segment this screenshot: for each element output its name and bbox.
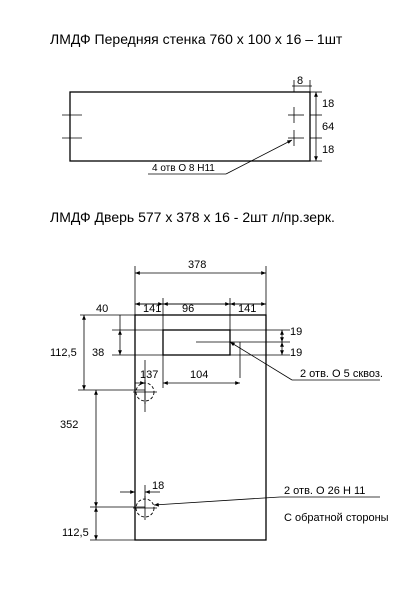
dim-378-label: 378 (188, 259, 207, 271)
reverse-side-note: С обратной стороны (284, 512, 389, 524)
dim-104-label: 104 (190, 369, 209, 381)
dim-18-door (120, 480, 164, 498)
dim-8-label: 8 (297, 75, 304, 87)
slot-leader (230, 342, 383, 380)
dim-352 (60, 390, 145, 507)
dim-38 (92, 330, 163, 359)
front-wall-hole-note: 4 отв О 8 Н11 (152, 163, 215, 174)
dim-141-right-label: 141 (238, 303, 257, 315)
dim-18-bottom-label: 18 (322, 144, 335, 156)
dim-96-label: 96 (182, 303, 195, 315)
dim-18-door-label: 18 (152, 480, 165, 492)
dim-segments (135, 298, 266, 330)
dim-141-left-label: 141 (143, 303, 162, 315)
dim-8 (292, 75, 312, 92)
dim-19-bottom-label: 19 (290, 347, 303, 359)
bottom-hinge-hole (133, 496, 157, 520)
front-wall-title: ЛМДФ Передняя стенка 760 х 100 х 16 – 1шт (50, 31, 343, 47)
front-wall-hole-leader (148, 140, 292, 174)
dim-38-label: 38 (92, 347, 105, 359)
dim-40 (80, 303, 135, 330)
dim-112-top-label: 112,5 (50, 347, 77, 359)
bottom-hole-note: 2 отв. О 26 Н 11 (284, 485, 366, 497)
dim-137-label: 137 (140, 369, 159, 381)
dim-40-label: 40 (96, 303, 109, 315)
dim-137-104 (135, 342, 240, 412)
door-title: ЛМДФ Дверь 577 х 378 х 16 - 2шт л/пр.зерк. (50, 209, 335, 225)
dim-18-top-label: 18 (322, 98, 335, 110)
bottom-hole-leader (154, 485, 389, 524)
top-hinge-hole (133, 380, 157, 404)
dim-19-top-label: 19 (290, 326, 303, 338)
front-wall-holes (62, 107, 304, 146)
slot-note: 2 отв. О 5 сквоз. (300, 368, 383, 380)
dim-352-label: 352 (60, 419, 79, 431)
door-outline (135, 315, 266, 540)
dim-right-stack (310, 92, 334, 161)
dim-112-bottom (62, 507, 135, 540)
dim-64-label: 64 (322, 121, 335, 133)
front-wall-outline (70, 92, 310, 161)
door-slot (163, 330, 230, 355)
dim-112-bottom-label: 112,5 (62, 527, 89, 539)
